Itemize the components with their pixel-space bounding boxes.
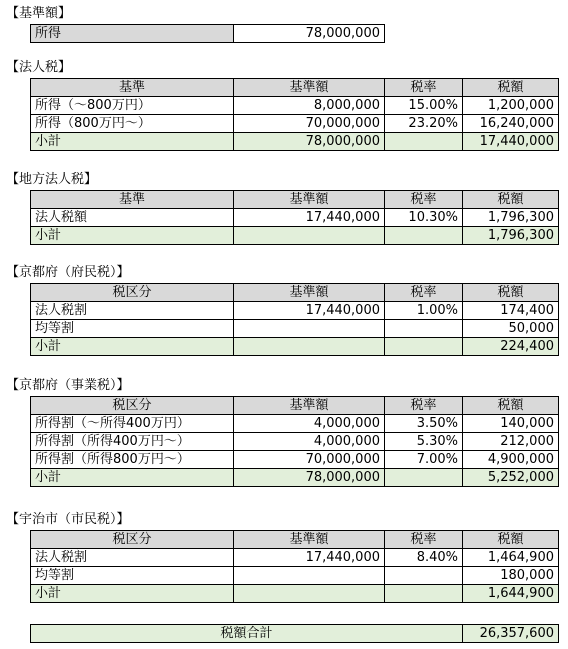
section-title-kyoto-pref-tax: 【京都府（府民税）】 bbox=[6, 265, 130, 280]
grand-total-table bbox=[30, 624, 559, 643]
subtotal-label: 小計 bbox=[31, 338, 234, 356]
row-rate bbox=[385, 320, 463, 338]
row-tax-amount: 4,900,000 bbox=[463, 451, 559, 469]
row-rate: 3.50% bbox=[385, 415, 463, 433]
row-tax-amount: 180,000 bbox=[463, 567, 559, 585]
header-cell: 税区分 bbox=[31, 531, 234, 549]
grand-total-value: 26,357,600 bbox=[463, 625, 559, 643]
row-tax-amount: 140,000 bbox=[463, 415, 559, 433]
local-corp-tax-header-row bbox=[31, 191, 559, 209]
row-label: 法人税割 bbox=[31, 549, 234, 567]
grand-total-label: 税額合計 bbox=[31, 625, 463, 643]
row-tax-amount: 174,400 bbox=[463, 302, 559, 320]
row-base-amount bbox=[234, 567, 385, 585]
row-base-amount: 17,440,000 bbox=[234, 549, 385, 567]
row-rate: 5.30% bbox=[385, 433, 463, 451]
header-cell: 税額 bbox=[463, 531, 559, 549]
row-tax-amount: 1,464,900 bbox=[463, 549, 559, 567]
subtotal-tax-amount: 1,644,900 bbox=[463, 585, 559, 603]
header-cell: 税率 bbox=[385, 191, 463, 209]
subtotal-row bbox=[31, 469, 559, 487]
table-row bbox=[31, 97, 559, 115]
corp-tax-header-row bbox=[31, 79, 559, 97]
row-base-amount: 70,000,000 bbox=[234, 115, 385, 133]
subtotal-row bbox=[31, 133, 559, 151]
kyoto-pref-tax-table bbox=[30, 283, 559, 356]
subtotal-label: 小計 bbox=[31, 469, 234, 487]
row-base-amount: 4,000,000 bbox=[234, 433, 385, 451]
kyoto-biz-tax-table bbox=[30, 396, 559, 487]
row-base-amount: 70,000,000 bbox=[234, 451, 385, 469]
base-value: 78,000,000 bbox=[234, 25, 385, 43]
row-rate: 8.40% bbox=[385, 549, 463, 567]
uji-city-tax-table bbox=[30, 530, 559, 603]
row-tax-amount: 50,000 bbox=[463, 320, 559, 338]
subtotal-label: 小計 bbox=[31, 585, 234, 603]
row-label: 所得（～800万円） bbox=[31, 97, 234, 115]
row-tax-amount: 1,796,300 bbox=[463, 209, 559, 227]
subtotal-rate bbox=[385, 227, 463, 245]
subtotal-rate bbox=[385, 585, 463, 603]
base-label: 所得 bbox=[31, 25, 234, 43]
header-cell: 基準額 bbox=[234, 284, 385, 302]
header-cell: 税率 bbox=[385, 531, 463, 549]
subtotal-tax-amount: 1,796,300 bbox=[463, 227, 559, 245]
row-rate: 10.30% bbox=[385, 209, 463, 227]
row-base-amount: 8,000,000 bbox=[234, 97, 385, 115]
table-row bbox=[31, 451, 559, 469]
row-rate: 15.00% bbox=[385, 97, 463, 115]
subtotal-base-amount bbox=[234, 585, 385, 603]
kyoto-pref-tax-header-row bbox=[31, 284, 559, 302]
row-rate: 23.20% bbox=[385, 115, 463, 133]
subtotal-row bbox=[31, 585, 559, 603]
row-label: 均等割 bbox=[31, 320, 234, 338]
table-row bbox=[31, 433, 559, 451]
row-label: 所得（800万円～） bbox=[31, 115, 234, 133]
base-row bbox=[31, 25, 385, 43]
table-row bbox=[31, 415, 559, 433]
row-rate: 7.00% bbox=[385, 451, 463, 469]
corp-tax-table bbox=[30, 78, 559, 151]
table-row bbox=[31, 320, 559, 338]
subtotal-row bbox=[31, 227, 559, 245]
row-base-amount bbox=[234, 320, 385, 338]
subtotal-base-amount: 78,000,000 bbox=[234, 133, 385, 151]
section-title-uji-city-tax: 【宇治市（市民税）】 bbox=[6, 512, 130, 527]
subtotal-rate bbox=[385, 133, 463, 151]
section-title-kyoto-biz-tax: 【京都府（事業税）】 bbox=[6, 378, 130, 393]
header-cell: 税額 bbox=[463, 397, 559, 415]
subtotal-tax-amount: 224,400 bbox=[463, 338, 559, 356]
local-corp-tax-table bbox=[30, 190, 559, 245]
row-tax-amount: 212,000 bbox=[463, 433, 559, 451]
row-base-amount: 17,440,000 bbox=[234, 209, 385, 227]
header-cell: 税率 bbox=[385, 397, 463, 415]
header-cell: 税率 bbox=[385, 79, 463, 97]
subtotal-base-amount: 78,000,000 bbox=[234, 469, 385, 487]
subtotal-rate bbox=[385, 469, 463, 487]
table-row bbox=[31, 302, 559, 320]
subtotal-base-amount bbox=[234, 227, 385, 245]
grand-total-row bbox=[31, 625, 559, 643]
section-title-corp-tax: 【法人税】 bbox=[6, 60, 72, 75]
header-cell: 基準額 bbox=[234, 397, 385, 415]
subtotal-rate bbox=[385, 338, 463, 356]
header-cell: 税額 bbox=[463, 284, 559, 302]
table-row bbox=[31, 209, 559, 227]
row-label: 法人税割 bbox=[31, 302, 234, 320]
section-title-base: 【基準額】 bbox=[6, 6, 72, 21]
row-tax-amount: 16,240,000 bbox=[463, 115, 559, 133]
header-cell: 税区分 bbox=[31, 284, 234, 302]
row-label: 所得割（～所得400万円） bbox=[31, 415, 234, 433]
header-cell: 基準額 bbox=[234, 531, 385, 549]
header-cell: 基準 bbox=[31, 79, 234, 97]
header-cell: 税額 bbox=[463, 79, 559, 97]
header-cell: 基準額 bbox=[234, 79, 385, 97]
row-label: 均等割 bbox=[31, 567, 234, 585]
row-rate bbox=[385, 567, 463, 585]
table-row bbox=[31, 549, 559, 567]
subtotal-row bbox=[31, 338, 559, 356]
header-cell: 基準額 bbox=[234, 191, 385, 209]
row-rate: 1.00% bbox=[385, 302, 463, 320]
header-cell: 税率 bbox=[385, 284, 463, 302]
row-label: 所得割（所得400万円～） bbox=[31, 433, 234, 451]
header-cell: 基準 bbox=[31, 191, 234, 209]
kyoto-biz-tax-header-row bbox=[31, 397, 559, 415]
row-base-amount: 17,440,000 bbox=[234, 302, 385, 320]
row-label: 所得割（所得800万円～） bbox=[31, 451, 234, 469]
subtotal-label: 小計 bbox=[31, 133, 234, 151]
subtotal-tax-amount: 5,252,000 bbox=[463, 469, 559, 487]
section-title-local-corp-tax: 【地方法人税】 bbox=[6, 172, 98, 187]
row-tax-amount: 1,200,000 bbox=[463, 97, 559, 115]
table-row bbox=[31, 567, 559, 585]
subtotal-label: 小計 bbox=[31, 227, 234, 245]
header-cell: 税額 bbox=[463, 191, 559, 209]
header-cell: 税区分 bbox=[31, 397, 234, 415]
uji-city-tax-header-row bbox=[31, 531, 559, 549]
row-base-amount: 4,000,000 bbox=[234, 415, 385, 433]
base-table bbox=[30, 24, 385, 43]
table-row bbox=[31, 115, 559, 133]
subtotal-base-amount bbox=[234, 338, 385, 356]
row-label: 法人税額 bbox=[31, 209, 234, 227]
subtotal-tax-amount: 17,440,000 bbox=[463, 133, 559, 151]
